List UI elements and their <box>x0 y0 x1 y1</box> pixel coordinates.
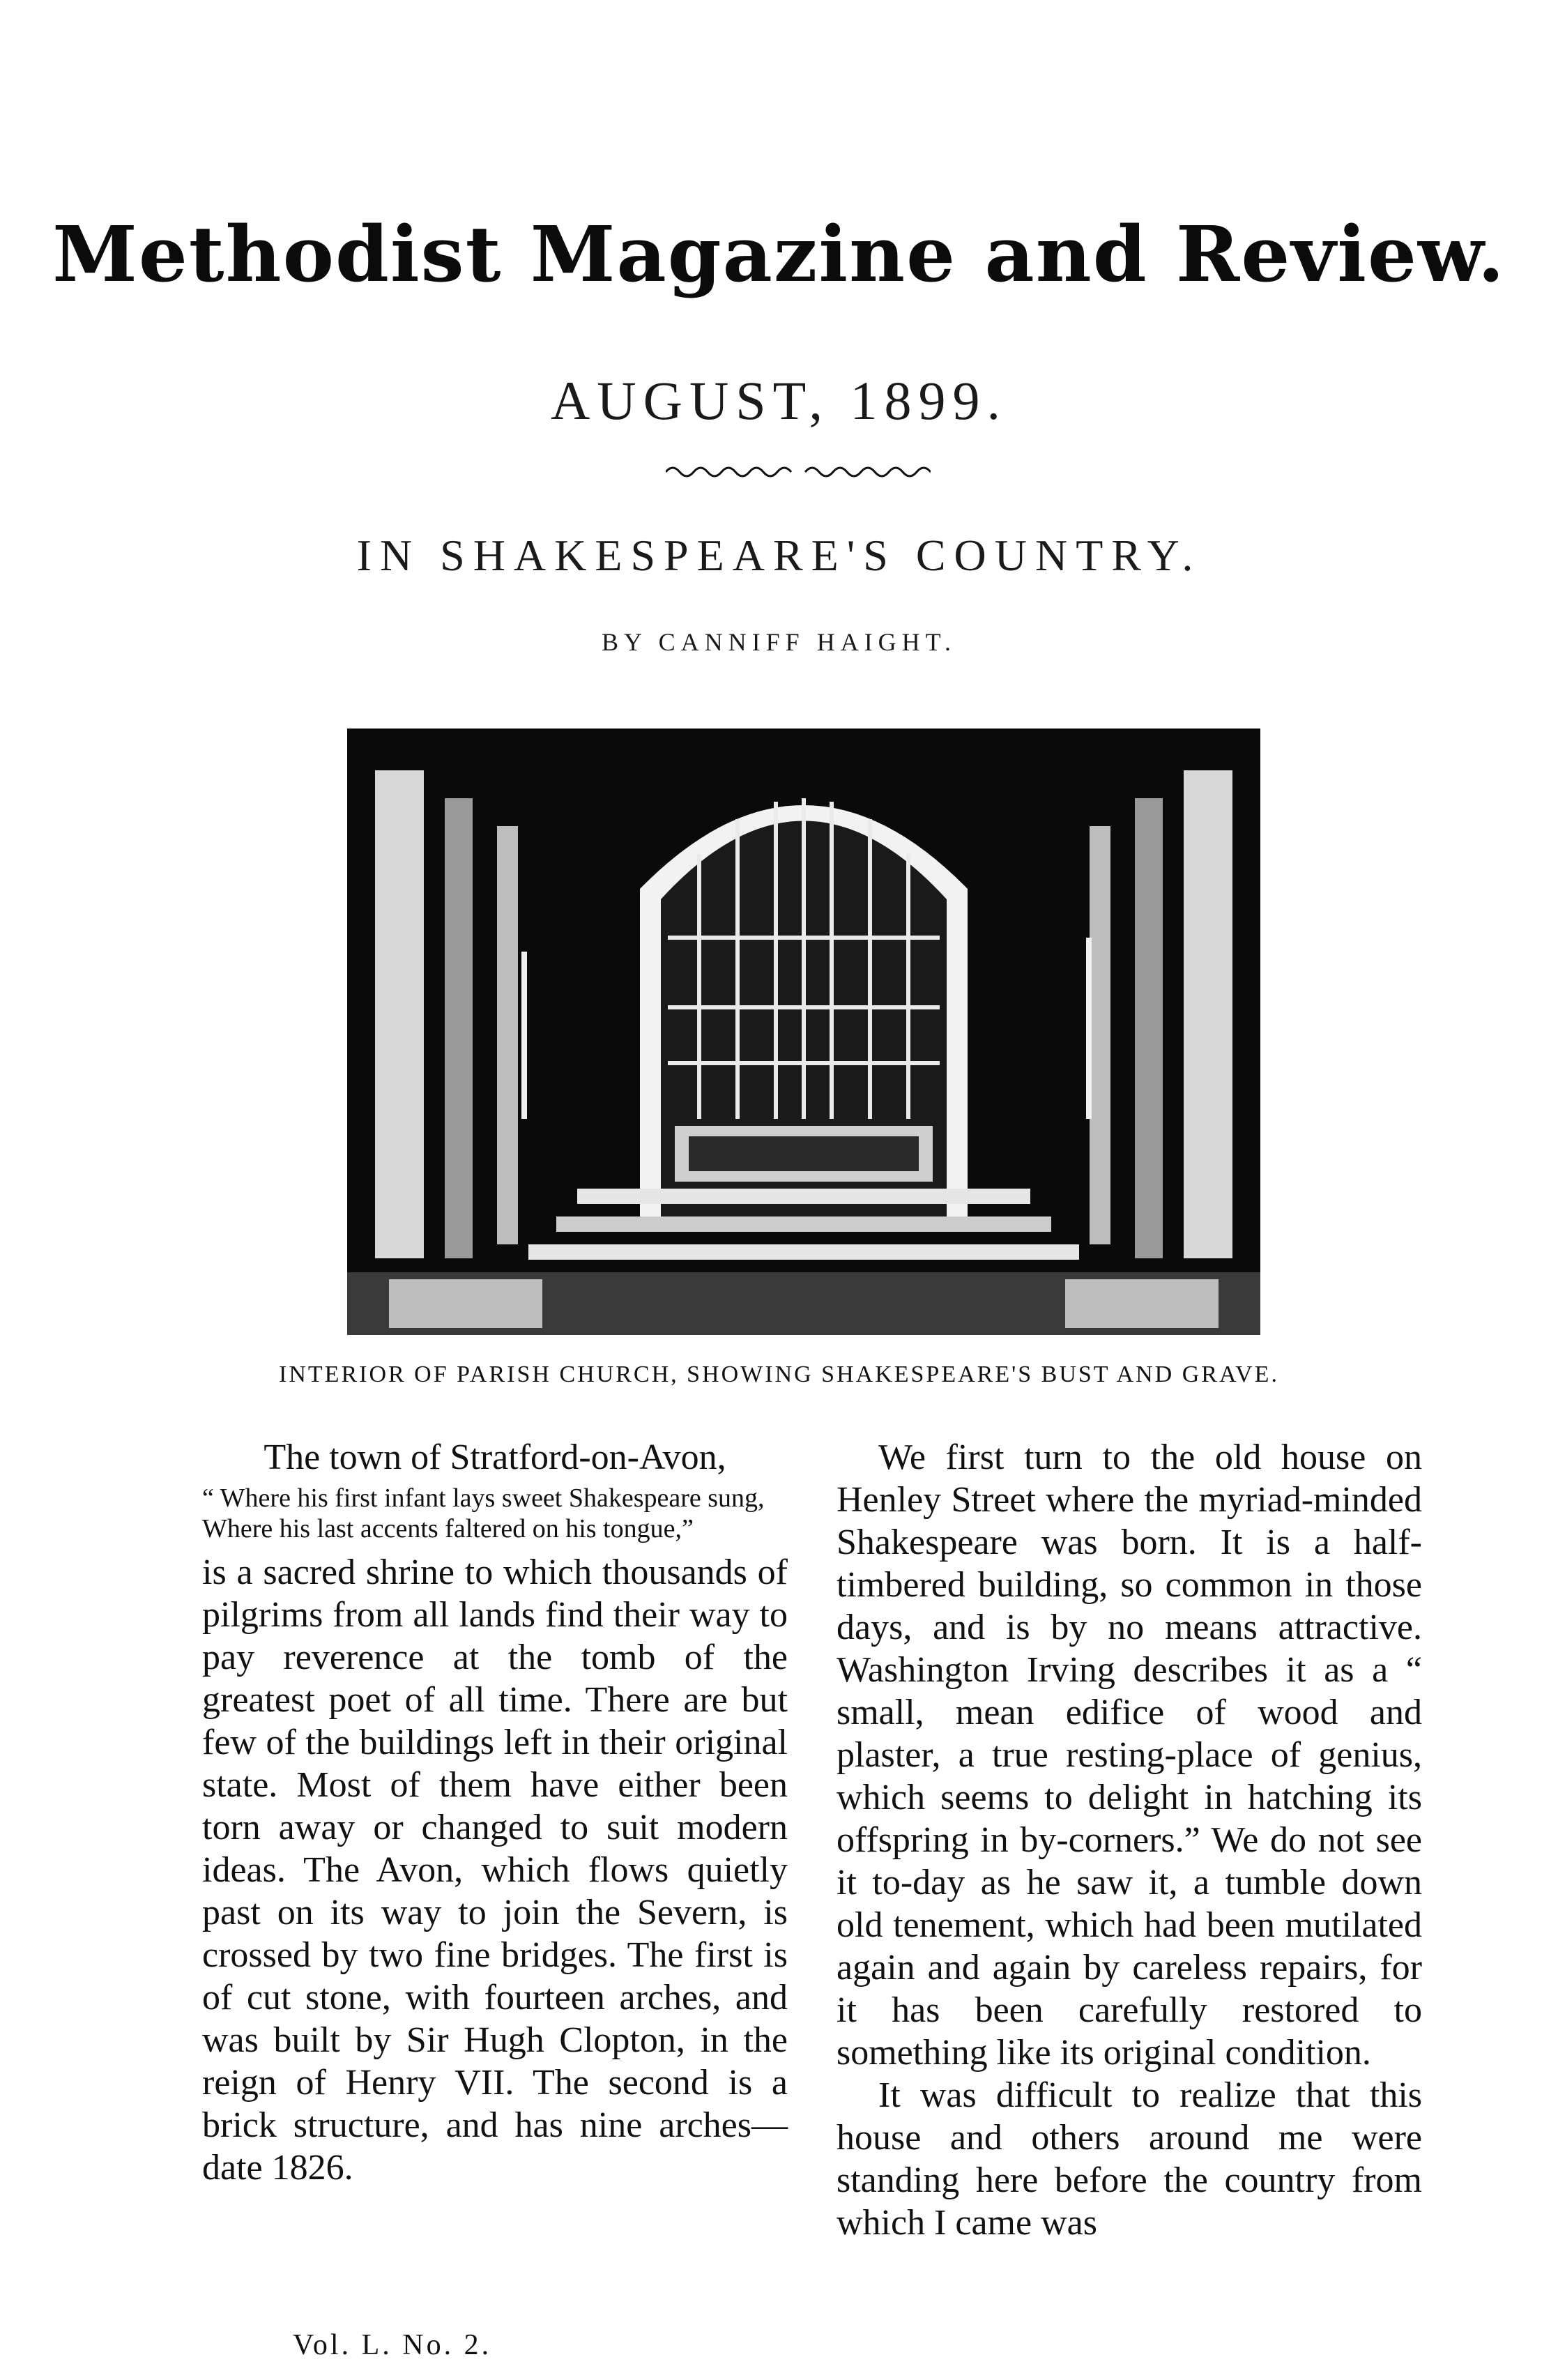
body-paragraph: is a sacred shrine to which thousands of pilgrims from all lands find their way to pay reverence at the tomb of the greatest poet of all time. There are but few of the buildings left in their original state. Most of them have either been torn away or changed to suit modern ideas. The Avon, which flows quietly past on its way to join the Severn, is crossed by two fine bridges. The first is of cut stone, with fourteen arches, and was built by Sir Hugh Clopton, in the reign of Henry VII. The second is a brick structure, and has nine arches—date 1826. <box>202 1553 788 2188</box>
article-title: IN SHAKESPEARE'S COUNTRY. <box>356 531 1202 580</box>
masthead-title: Methodist Magazine and Review. <box>52 209 1506 299</box>
wavy-rule-ornament <box>666 461 931 482</box>
issue-date: AUGUST, 1899. <box>550 370 1008 431</box>
lead-line: The town of Stratford-on-Avon, <box>264 1437 726 1477</box>
right-column <box>837 1436 1422 2244</box>
article-byline: BY CANNIFF HAIGHT. <box>601 628 956 656</box>
left-column <box>202 1436 788 2189</box>
body-paragraph: We first turn to the old house on Henley Street where the myriad-minded Shakespeare was born. It is a half-timbered building, so common in those days, and is by no means attractive. Washington Irving describes it as a “ small, mean edifice of wood and plaster, a true resting-place of genius, which seems to delight in hatching its offspring in by-corners.” We do not see it to-day as he saw it, a tumble down old tenement, which had been mutilated again and again by careless repairs, for it has been carefully restored to something like its original condition. <box>837 1437 1422 2073</box>
church-interior-illustration <box>347 729 1260 1335</box>
body-paragraph: It was difficult to realize that this house and others around me were standing here before the country from which I came was <box>837 2075 1422 2243</box>
volume-number: Vol. L. No. 2. <box>293 2329 492 2361</box>
verse-line-2: Where his last accents faltered on his tongue,” <box>202 1514 694 1543</box>
verse-line-1: “ Where his first infant lays sweet Shakespeare sung, <box>202 1483 765 1513</box>
verse-quote <box>202 1483 788 1544</box>
photo-caption: INTERIOR OF PARISH CHURCH, SHOWING SHAKESPEARE'S BUST AND GRAVE. <box>279 1361 1279 1387</box>
church-interior-photo <box>347 729 1260 1335</box>
